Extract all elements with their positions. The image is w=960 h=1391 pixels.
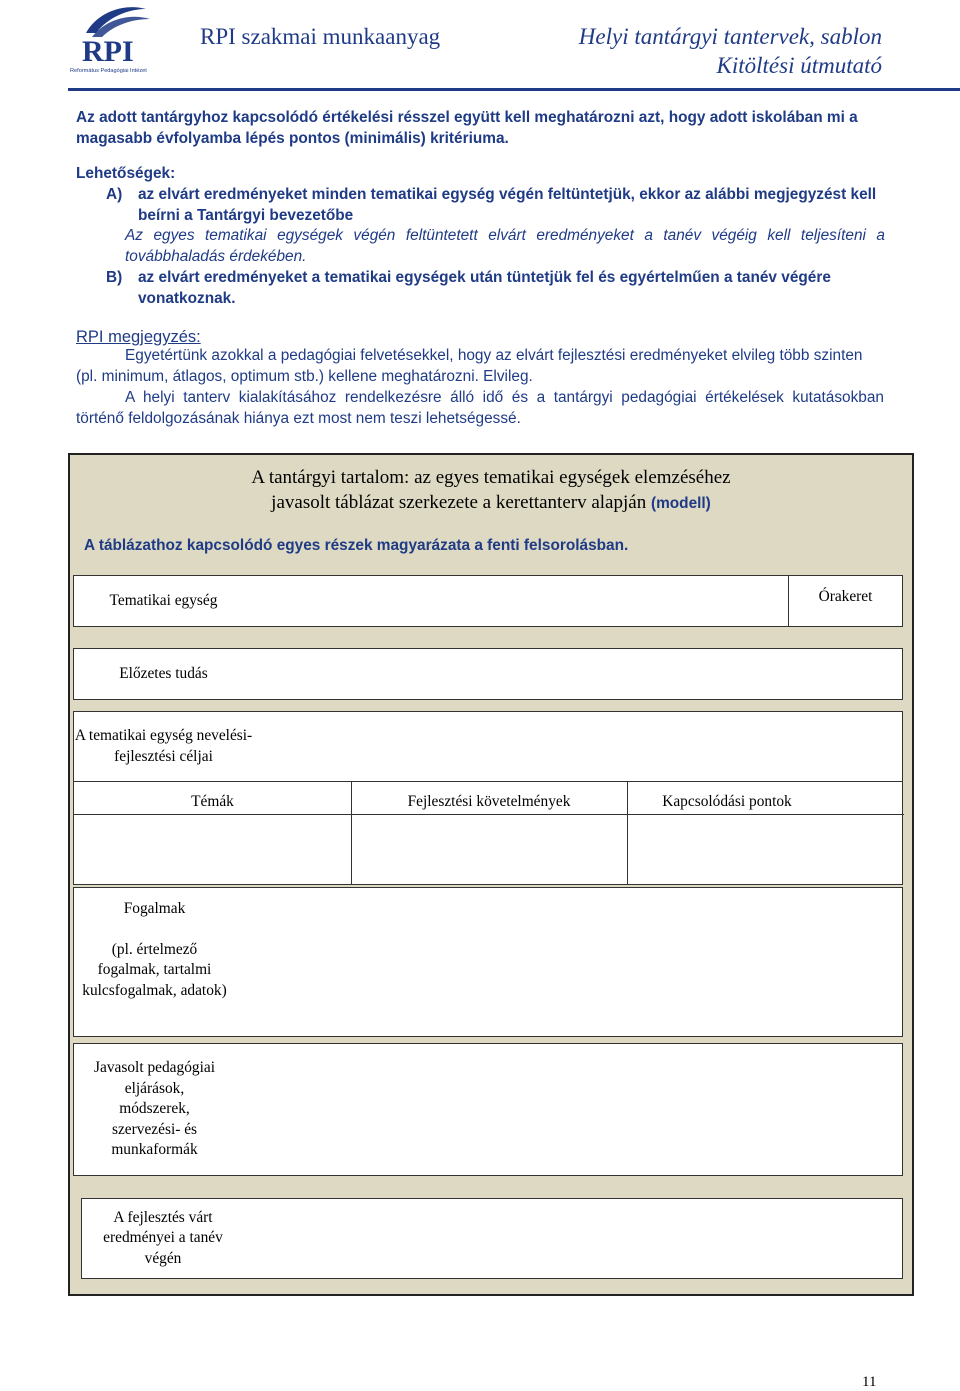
javasolt-text: Javasolt pedagógiai eljárások, módszerek, szervezési- és munkaformák (94, 1059, 215, 1159)
option-b-text: az elvárt eredményeket a tematikai egységek után tüntetjük fel és egyértelműen a tanév végére vonatkoznak. (138, 269, 831, 307)
fogalmak-label (73, 887, 236, 1037)
option-b (106, 268, 886, 309)
box-title-line-2 (70, 490, 912, 516)
rpi-note-paragraph-1: Egyetértünk azokkal a pedagógiai felvetésekkel, hogy az elvárt fejlesztési eredményeket elvileg több szinten (pl. minimum, átlagos, optimum stb.) kellene meghatározni. Elvileg. (76, 347, 863, 385)
elozetes-tudas-text: Előzetes tudás (119, 664, 208, 682)
celok-label (73, 711, 254, 782)
page-header (0, 0, 960, 94)
tematikai-egyseg-text: Tematikai egység (109, 591, 218, 609)
rpi-note-paragraph-2: A helyi tanterv kialakításához rendelkezésre álló idő és a tantárgyi pedagógiai értékelések kutatásokban történő feldolgozásának hiánya ezt most nem teszi lehetségessé. (76, 389, 884, 427)
vart-eredmenyei-value[interactable] (244, 1198, 903, 1279)
rpi-logo (68, 3, 168, 75)
elozetes-tudas-value[interactable] (253, 648, 903, 700)
orakeret-text: Órakeret (818, 588, 873, 605)
vart-eredmenyei-label (81, 1198, 245, 1279)
temak-block (73, 782, 903, 885)
document-title: Helyi tantárgyi tantervek, sablon (578, 24, 882, 49)
col-kapcsolodasi-header: Kapcsolódási pontok (662, 793, 792, 810)
option-a-text: az elvárt eredményeket minden tematikai egység végén feltüntetjük, ekkor az alábbi megjegyzést kell beírni a Tantárgyi bevezetőbe (138, 186, 877, 224)
option-a-marker: A) (106, 186, 123, 203)
option-a-note: Az egyes tematikai egységek végén feltüntetett elvárt eredményeket a tanév végéig kell teljesíteni a továbbhaladás érdekében. (125, 227, 885, 265)
orakeret-label (788, 575, 903, 627)
fogalmak-detail: (pl. értelmező fogalmak, tartalmi kulcsfogalmak, adatok) (82, 940, 227, 999)
modell-label: (modell) (650, 495, 711, 512)
tematikai-egyseg-label (73, 575, 254, 627)
intro-paragraph: Az adott tantárgyhoz kapcsolódó értékelési résszel együtt kell meghatározni azt, hogy adott iskolában mi a magasabb évfolyamba lépés pontos (minimális) kritériuma. (76, 109, 858, 147)
col-temak-header: Témák (191, 793, 234, 810)
header-rule (68, 88, 960, 91)
options-title: Lehetőségek: (76, 165, 176, 182)
document-subtitle: Kitöltési útmutató (716, 53, 882, 78)
document-series-title: RPI szakmai munkaanyag (200, 24, 441, 49)
option-b-marker: B) (106, 269, 123, 286)
temak-header-rule (74, 814, 904, 815)
svg-text:RPI: RPI (82, 35, 134, 68)
vart-eredmenyei-text: A fejlesztés várt eredményei a tanév végén (103, 1208, 223, 1267)
fogalmak-value[interactable] (235, 887, 903, 1037)
rpi-note-title: RPI megjegyzés: (76, 328, 201, 346)
option-a (106, 185, 886, 226)
box-title-line-2-text: javasolt táblázat szerkezete a kerettanterv alapján (271, 492, 647, 513)
box-title-line-1: A tantárgyi tartalom: az egyes tematikai egységek elemzéséhez (251, 467, 731, 488)
javasolt-label (73, 1043, 236, 1176)
fogalmak-title: Fogalmak (123, 900, 186, 917)
celok-text: A tematikai egység nevelési-fejlesztési céljai (74, 727, 253, 765)
javasolt-value[interactable] (235, 1043, 903, 1176)
box-title (70, 465, 912, 516)
svg-text:Református Pedagógiai Intézet: Református Pedagógiai Intézet (70, 68, 147, 74)
elozetes-tudas-label (73, 648, 254, 700)
page-number: 11 (862, 1374, 877, 1390)
celok-value[interactable] (253, 711, 903, 782)
box-subtitle: A táblázathoz kapcsolódó egyes részek magyarázata a fenti felsorolásban. (84, 537, 629, 554)
tematikai-egyseg-value[interactable] (253, 575, 789, 627)
col-fejlesztesi-header: Fejlesztési követelmények (407, 793, 571, 810)
